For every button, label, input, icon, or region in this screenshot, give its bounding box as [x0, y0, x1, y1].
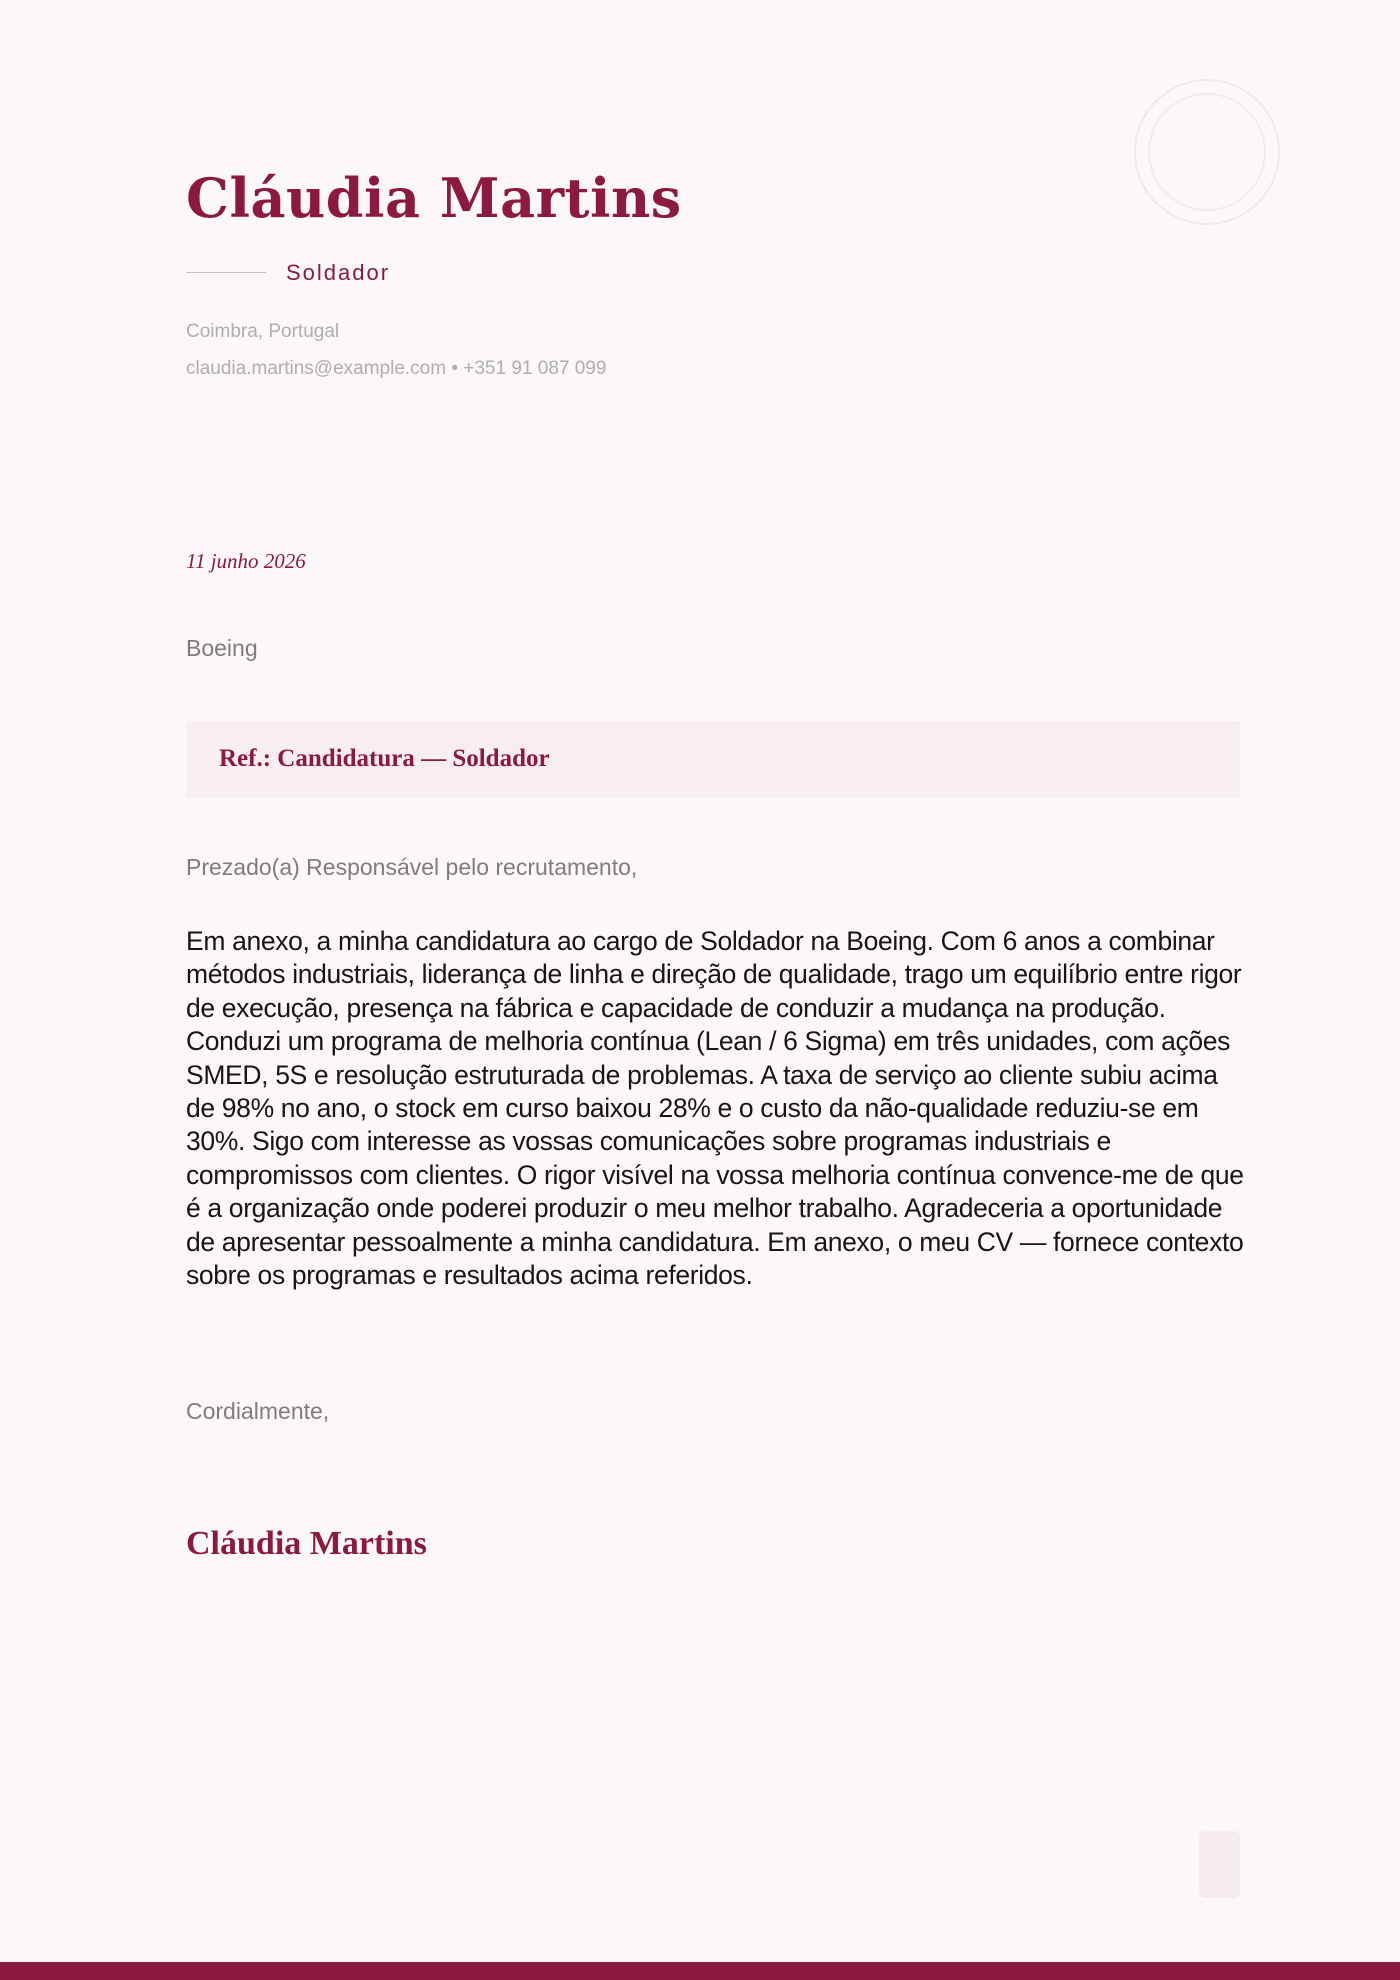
closing: Cordialmente,: [186, 1398, 330, 1424]
sender-name: Cláudia Martins: [186, 166, 682, 230]
letter-date: 11 junho 2026: [186, 549, 306, 573]
decorative-ring-inner: [1148, 93, 1266, 211]
signature-name: Cláudia Martins: [186, 1525, 427, 1562]
sender-role: Soldador: [286, 260, 391, 285]
sender-location: Coimbra, Portugal: [186, 321, 340, 342]
role-divider: [186, 272, 266, 273]
salutation: Prezado(a) Responsável pelo recrutamento,: [186, 854, 638, 880]
decorative-corner-mark: [1199, 1831, 1240, 1898]
footer-accent-bar: [0, 1962, 1400, 1980]
letter-body: Em anexo, a minha candidatura ao cargo de Soldador na Boeing. Com 6 anos a combinar métodos industriais, liderança de linha e direção de qualidade, trago um equilíbrio entre rigor de execução, presença na fábrica e capacidade de conduzir a mudança na produção. Conduzi um programa de melhoria contínua (Lean / 6 Sigma) em três unidades, com ações SMED, 5S e resolução estruturada de problemas. A taxa de serviço ao cliente subiu acima de 98% no ano, o stock em curso baixou 28% e o custo da não-qualidade reduziu-se em 30%. Sigo com interesse as vossas comunicações sobre programas industriais e compromissos com clientes. O rigor visível na vossa melhoria contínua convence-me de que é a organização onde poderei produzir o meu melhor trabalho. Agradeceria a oportunidade de apresentar pessoalmente a minha candidatura. Em anexo, o meu CV — fornece contexto sobre os programas e resultados acima referidos.: [186, 926, 1244, 1291]
sender-contacts: claudia.martins@example.com • +351 91 087 099: [186, 358, 607, 379]
recipient-company: Boeing: [186, 635, 258, 661]
reference-line: Ref.: Candidatura — Soldador: [219, 745, 550, 772]
reference-box: [186, 721, 1240, 798]
